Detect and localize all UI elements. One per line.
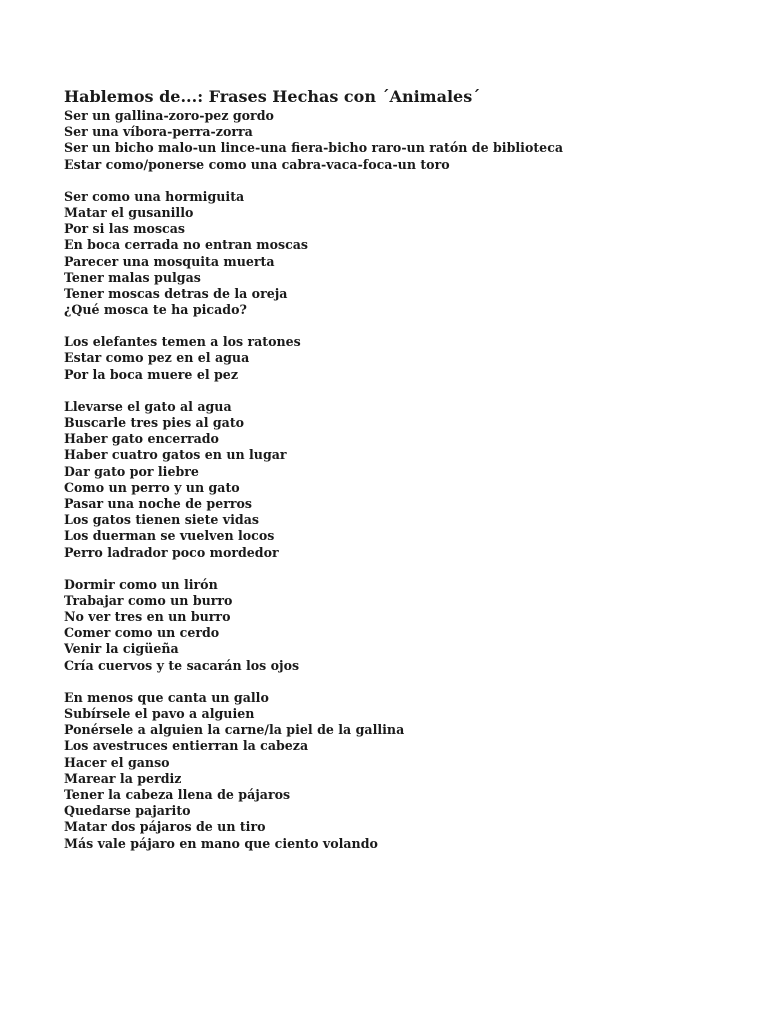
- phrase-group: [64, 690, 744, 852]
- phrase-line: Los duerman se vuelven locos: [64, 528, 275, 544]
- phrase-line: Los elefantes temen a los ratones: [64, 334, 301, 350]
- phrase-line: No ver tres en un burro: [64, 609, 231, 625]
- phrase-line: Venir la cigüeña: [64, 641, 179, 657]
- document-page: [64, 86, 744, 852]
- phrase-line: Trabajar como un burro: [64, 592, 233, 608]
- phrase-line: Ser un gallina-zoro-pez gordo: [64, 108, 274, 123]
- phrase-line: Tener moscas detras de la oreja: [64, 285, 288, 301]
- phrase-line: Los gatos tienen siete vidas: [64, 512, 259, 528]
- phrase-list: [64, 108, 744, 852]
- phrase-line: Pasar una noche de perros: [64, 495, 252, 511]
- phrase-line: ¿Qué mosca te ha picado?: [64, 302, 247, 318]
- phrase-line: Parecer una mosquita muerta: [64, 253, 275, 269]
- phrase-line: Llevarse el gato al agua: [64, 398, 232, 414]
- phrase-line: Matar dos pájaros de un tiro: [64, 819, 266, 835]
- phrase-line: Comer como un cerdo: [64, 625, 220, 641]
- phrase-line: Quedarse pajarito: [64, 803, 191, 819]
- phrase-line: Haber gato encerrado: [64, 431, 219, 447]
- phrase-line: Ser como una hormiguita: [64, 188, 245, 204]
- phrase-line: Perro ladrador poco mordedor: [64, 544, 279, 560]
- phrase-line: Más vale pájaro en mano que ciento volando: [64, 835, 378, 851]
- phrase-line: Ser un bicho malo-un lince-una fiera-bicho raro-un ratón de biblioteca: [64, 140, 564, 156]
- phrase-line: Cría cuervos y te sacarán los ojos: [64, 657, 300, 673]
- phrase-line: Marear la perdiz: [64, 770, 182, 786]
- phrase-group: [64, 334, 744, 383]
- phrase-group: [64, 108, 744, 173]
- phrase-line: Ser una víbora-perra-zorra: [64, 124, 253, 140]
- phrase-line: Los avestruces entierran la cabeza: [64, 738, 309, 754]
- phrase-group: [64, 189, 744, 319]
- phrase-line: En menos que canta un gallo: [64, 689, 269, 705]
- phrase-line: Por la boca muere el pez: [64, 366, 238, 382]
- phrase-group: [64, 577, 744, 674]
- phrase-line: Ponérsele a alguien la carne/la piel de la gallina: [64, 722, 405, 738]
- phrase-line: Tener malas pulgas: [64, 269, 201, 285]
- phrase-line: Tener la cabeza llena de pájaros: [64, 786, 291, 802]
- phrase-line: Dar gato por liebre: [64, 463, 199, 479]
- document-title: Hablemos de...: Frases Hechas con ´Animales´: [64, 87, 481, 106]
- phrase-line: Estar como/ponerse como una cabra-vaca-foca-un toro: [64, 156, 450, 172]
- phrase-line: Hacer el ganso: [64, 754, 170, 770]
- phrase-line: Buscarle tres pies al gato: [64, 415, 245, 430]
- phrase-line: Haber cuatro gatos en un lugar: [64, 447, 287, 463]
- phrase-line: En boca cerrada no entran moscas: [64, 237, 309, 253]
- phrase-line: Por si las moscas: [64, 221, 185, 237]
- phrase-line: Estar como pez en el agua: [64, 350, 250, 366]
- phrase-line: Matar el gusanillo: [64, 204, 194, 220]
- phrase-line: Como un perro y un gato: [64, 479, 240, 495]
- phrase-line: Subírsele el pavo a alguien: [64, 706, 255, 721]
- phrase-group: [64, 399, 744, 561]
- phrase-line: Dormir como un lirón: [64, 576, 218, 592]
